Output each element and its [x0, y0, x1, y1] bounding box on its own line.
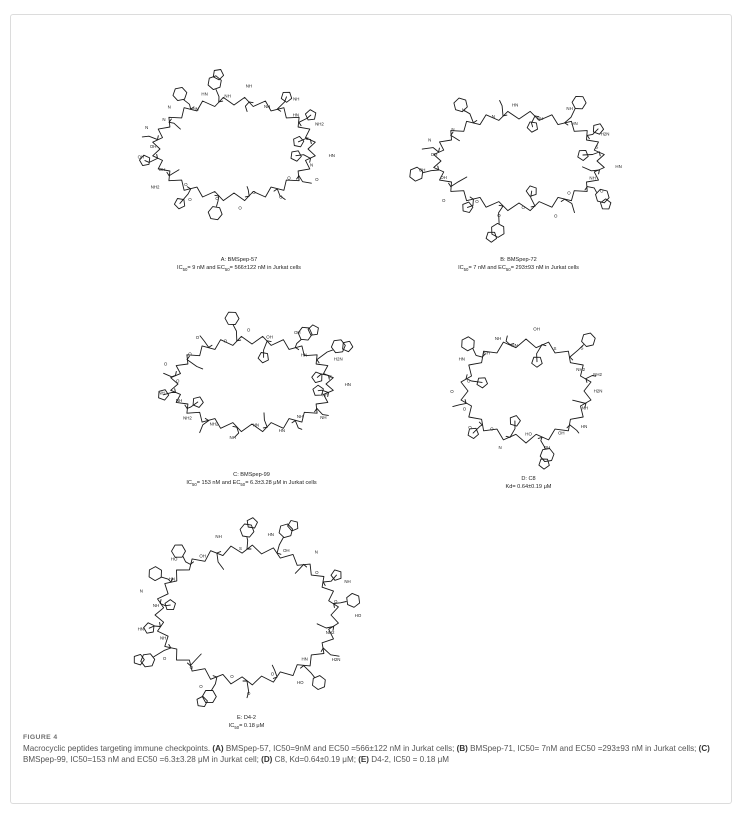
side-chain	[169, 170, 179, 176]
atom-label: HN	[511, 342, 518, 348]
side-chain	[142, 136, 157, 139]
side-chain	[216, 90, 219, 102]
backbone	[150, 97, 316, 200]
atom-label: NH	[589, 175, 596, 181]
atom-label: OH	[430, 152, 438, 158]
panel-e-name: E: D4-2	[237, 715, 256, 721]
atom-label: O	[238, 205, 242, 211]
atom-label: NH	[215, 534, 222, 539]
carbonyl-bond	[473, 121, 476, 123]
side-chain	[183, 557, 190, 565]
panel-b	[401, 51, 636, 283]
structure-e	[119, 503, 374, 713]
atom-label: O	[490, 426, 494, 432]
atom-label: N	[145, 125, 149, 130]
side-chain	[500, 101, 503, 116]
atom-label: NH2	[209, 421, 219, 427]
side-chain	[200, 421, 209, 433]
carbonyl-bond	[176, 372, 177, 376]
side-chain	[264, 413, 267, 427]
panel-d	[426, 286, 631, 500]
atom-label: O	[475, 198, 479, 204]
carbonyl-bond	[295, 347, 298, 349]
atom-label: O	[223, 338, 228, 344]
panel-a	[129, 31, 349, 283]
atom-label: O	[270, 671, 275, 677]
aromatic-ring	[347, 593, 360, 607]
atom-label: OH	[199, 553, 206, 559]
side-chain	[532, 116, 536, 127]
atom-label: HN	[512, 102, 519, 108]
panel-e	[119, 503, 374, 738]
atom-label: O	[287, 175, 291, 181]
atom-label: O	[599, 188, 604, 194]
atom-label: N	[491, 113, 495, 119]
atom-label: NH	[322, 392, 329, 398]
carbonyl-bond	[587, 135, 589, 138]
atom-label: HN	[292, 112, 300, 118]
atom-label: HN	[580, 424, 588, 430]
side-chain	[587, 129, 598, 136]
caption-tag-c: (C)	[698, 744, 710, 753]
atom-label: O	[468, 424, 472, 430]
atom-label: OH	[283, 547, 290, 553]
atom-label: N	[139, 588, 143, 594]
aromatic-ring	[492, 223, 504, 237]
carbonyl-bond	[187, 187, 190, 189]
indole-ring	[343, 341, 353, 351]
carbonyl-bond	[565, 123, 568, 125]
atom-label: NH	[296, 413, 304, 419]
atom-label: O	[462, 406, 467, 412]
carbonyl-bond	[185, 405, 187, 408]
aromatic-ring	[225, 312, 239, 324]
atom-label: N	[167, 104, 171, 110]
aromatic-ring	[149, 567, 161, 581]
atom-label: H2N	[333, 356, 343, 362]
atom-label: HN	[458, 356, 465, 362]
atom-label: NH	[320, 415, 327, 421]
atom-label: HN	[301, 656, 308, 662]
atom-label: S	[580, 345, 584, 351]
atom-label: S	[595, 144, 599, 150]
atom-label: NH	[581, 405, 589, 411]
panel-a-subtitle: $IC_{50}= 9$ nM and $EC_{50}= 566\pm 122$ nM in Jurkat cells	[177, 265, 301, 273]
atom-label: S	[305, 135, 309, 141]
atom-label: OH	[558, 430, 565, 436]
panel-d-name: D: C8	[521, 476, 536, 482]
caption-tag-e: (E)	[358, 755, 369, 765]
atom-label: O	[246, 690, 251, 696]
aromatic-ring	[572, 96, 586, 108]
atom-label: OH	[158, 167, 166, 173]
atom-label: O	[333, 599, 338, 605]
atom-label: N	[451, 127, 455, 133]
carbonyl-bond	[292, 421, 295, 423]
atom-label: H2N	[600, 131, 610, 137]
proline-ring	[477, 378, 488, 388]
atom-label: HO	[525, 431, 532, 437]
carbonyl-bond	[205, 418, 208, 420]
side-chain	[323, 648, 339, 656]
atom-label: NH2	[150, 184, 160, 190]
atom-label: HN	[301, 352, 308, 358]
atom-label: HN	[278, 428, 286, 434]
side-chain	[187, 360, 203, 369]
atom-label: O	[567, 190, 571, 196]
side-chain	[323, 575, 336, 582]
atom-label: O	[184, 182, 188, 187]
side-chain	[451, 135, 460, 140]
atom-label: OH	[294, 330, 301, 336]
carbonyl-bond	[158, 136, 159, 140]
atom-label: NH	[483, 350, 490, 356]
carbonyl-bond	[167, 172, 169, 175]
atom-label: HO	[297, 680, 304, 686]
side-chain	[304, 666, 315, 678]
side-chain	[451, 177, 467, 187]
atom-label: S	[328, 374, 332, 380]
carbonyl-bond	[217, 552, 221, 553]
indole-ring	[197, 696, 207, 706]
atom-label: O	[279, 194, 283, 200]
atom-label: NH	[566, 106, 573, 112]
caption-intro: Macrocyclic peptides targeting immune checkpoints.	[23, 744, 213, 753]
panel-c	[134, 288, 369, 500]
atom-label: NH	[494, 335, 502, 341]
caption-text-e: D4-2, IC50 = 0.18 μM	[369, 755, 450, 765]
side-chain	[299, 115, 311, 122]
side-chain	[247, 187, 249, 197]
carbonyl-bond	[542, 345, 546, 346]
atom-label: NH	[245, 83, 253, 89]
panel-b-name: B: BMSpep-72	[500, 257, 537, 263]
indole-ring	[486, 232, 497, 242]
caption-tag-d: (D)	[261, 755, 273, 765]
aromatic-ring	[173, 87, 187, 100]
atom-label: H2N	[331, 656, 341, 662]
atom-label: HN	[201, 91, 208, 97]
atom-label: NH	[264, 104, 271, 110]
atom-label: HN	[328, 153, 335, 158]
carbonyl-bond	[506, 436, 510, 437]
side-chain	[296, 155, 311, 159]
aromatic-ring	[141, 654, 155, 667]
panel-c-subtitle: $IC_{50}= 153$ nM and $EC_{50}= 6.3\pm 3.28$ μM in Jurkat cells	[186, 480, 317, 488]
atom-label: NH	[344, 579, 351, 584]
atom-label: O	[441, 198, 446, 204]
backbone	[171, 336, 334, 434]
side-chain	[295, 564, 303, 573]
side-chain	[465, 111, 474, 123]
atom-label: OH	[149, 143, 157, 149]
caption-tag-a: (A)	[212, 744, 224, 753]
panel-d-subtitle: Kd= 0.64±0.19 μM	[505, 484, 552, 490]
indole-ring	[601, 199, 611, 209]
atom-label: HN	[571, 121, 578, 127]
side-chain	[299, 176, 312, 184]
panel-e-subtitle: $IC_{50}= 0.18$ μM	[228, 723, 265, 731]
atom-label: HN	[267, 532, 274, 538]
atom-label: O	[195, 335, 200, 341]
atom-label: NH	[160, 635, 167, 641]
atom-label: NH2	[576, 367, 586, 373]
side-chain	[573, 400, 586, 403]
atom-label: O	[466, 378, 471, 384]
carbonyl-bond	[274, 189, 277, 191]
side-chain	[583, 152, 600, 155]
atom-label: NH	[158, 390, 165, 396]
structure-d	[426, 286, 631, 476]
carbonyl-bond	[213, 676, 217, 677]
atom-label: S	[239, 546, 242, 551]
atom-label: N	[428, 137, 432, 143]
proline-ring	[312, 372, 322, 383]
carbonyl-bond	[209, 345, 212, 347]
atom-label: OH	[543, 444, 551, 450]
atom-label: O	[162, 656, 167, 662]
side-chain	[570, 425, 579, 433]
atom-label: O	[246, 327, 251, 333]
side-chain	[164, 373, 176, 377]
caption-text-b: BMSpep-71, IC50= 7nM and EC50 =293±93 nM in Jurkat cells;	[467, 744, 699, 753]
structure-a	[129, 31, 349, 256]
proline-ring	[578, 150, 588, 160]
atom-label: HO	[354, 612, 362, 618]
side-chain	[149, 626, 160, 628]
aromatic-ring	[462, 337, 475, 351]
panel-c-name: C: BMSpep-99	[233, 472, 270, 478]
panel-b-subtitle: $IC_{50}= 7$ nM and $EC_{50}= 293\pm 93$ nM in Jurkat cells	[458, 265, 579, 273]
aromatic-ring	[240, 524, 254, 537]
atom-label: O	[188, 351, 192, 357]
atom-label: O	[252, 190, 256, 196]
atom-label: O	[315, 569, 319, 575]
atom-label: O	[521, 205, 525, 211]
structure-c	[134, 288, 369, 471]
atom-label: N	[310, 162, 314, 168]
side-chain	[233, 325, 237, 341]
atom-label: O	[553, 213, 558, 219]
atom-label: NH	[175, 398, 183, 403]
figure-label: FIGURE 4	[23, 734, 58, 741]
atom-label: N	[162, 116, 166, 122]
atom-label: O	[163, 361, 168, 367]
backbone	[152, 545, 338, 685]
atom-label: NH	[152, 603, 160, 609]
atom-label: S	[553, 346, 557, 351]
atom-label: O	[188, 197, 192, 202]
side-chain	[190, 654, 201, 666]
atom-label: HN	[168, 576, 176, 582]
atom-label: HN	[192, 106, 199, 112]
side-chain	[245, 102, 249, 112]
atom-label: O	[315, 177, 319, 182]
side-chain	[247, 538, 248, 550]
side-chain	[187, 402, 198, 408]
atom-label: O	[230, 673, 234, 679]
side-chain	[583, 167, 600, 171]
atom-label: OH	[440, 175, 447, 180]
atom-label: NH2	[315, 121, 324, 127]
side-chain	[587, 187, 596, 193]
backbone	[434, 111, 605, 210]
figure-caption	[23, 743, 723, 766]
atom-label: N	[461, 107, 466, 113]
carbonyl-bond	[160, 623, 161, 627]
carbonyl-bond	[301, 666, 304, 669]
side-chain	[163, 392, 175, 394]
aromatic-ring	[172, 545, 186, 557]
atom-label: O	[175, 378, 180, 384]
backbone	[458, 339, 591, 443]
atom-label: O	[215, 195, 219, 201]
caption-text-a: BMSpep-57, IC50=9nM and EC50 =566±122 nM in Jurkat cells;	[223, 744, 457, 753]
side-chain	[317, 350, 333, 360]
aromatic-ring	[279, 524, 292, 538]
carbonyl-bond	[449, 183, 451, 186]
carbonyl-bond	[160, 600, 161, 604]
atom-label: HO	[170, 556, 178, 562]
atom-label: NH	[293, 96, 300, 102]
atom-label: O	[450, 388, 454, 394]
atom-label: OH	[266, 334, 273, 340]
panel-a-name: A: BMSpep-57	[220, 257, 258, 263]
structure-b	[401, 51, 636, 257]
atom-label: NH	[224, 93, 231, 99]
atom-label: NH	[537, 115, 544, 121]
atom-label: O	[497, 212, 501, 218]
carbonyl-bond	[439, 148, 440, 152]
carbonyl-bond	[599, 170, 600, 174]
atom-label: O	[199, 684, 203, 689]
atom-label: O	[189, 664, 194, 670]
caption-text-c: BMSpep-99, IC50=153 nM and EC50 =6.3±3.28 μM in Jurkat cell;	[23, 755, 262, 765]
side-chain	[531, 191, 535, 206]
atom-label: HN	[344, 381, 351, 387]
carbonyl-bond	[277, 109, 280, 111]
atom-label: HN	[252, 422, 260, 428]
atom-label: HN	[137, 626, 144, 632]
aromatic-ring	[202, 690, 216, 702]
side-chain	[264, 341, 268, 358]
aromatic-ring	[208, 207, 222, 220]
carbonyl-bond	[299, 122, 301, 125]
atom-label: N	[498, 445, 502, 451]
side-chain	[473, 349, 482, 357]
proline-ring	[165, 600, 176, 610]
atom-label: NH2	[183, 415, 192, 421]
side-chain	[200, 336, 209, 348]
atom-label: NH	[229, 435, 236, 441]
carbonyl-bond	[470, 197, 473, 199]
atom-label: NH2	[325, 630, 335, 636]
figure-frame	[10, 14, 732, 804]
carbonyl-bond	[317, 360, 319, 363]
side-chain	[169, 122, 180, 129]
atom-label: HN	[615, 164, 622, 170]
atom-label: H2N	[593, 388, 603, 394]
atom-label: OH	[137, 154, 145, 160]
aromatic-ring	[313, 676, 326, 690]
carbonyl-bond	[323, 582, 325, 586]
side-chain	[565, 199, 575, 212]
aromatic-ring	[454, 98, 467, 112]
atom-label: OH	[418, 167, 426, 173]
atom-label: NH2	[593, 372, 602, 378]
caption-tag-b: (B)	[456, 744, 468, 753]
side-chain	[317, 624, 334, 628]
caption-text-d: C8, Kd=0.64±0.19 μM;	[272, 755, 359, 765]
carbonyl-bond	[561, 199, 564, 201]
side-chain	[145, 158, 158, 162]
atom-label: OH	[533, 326, 540, 332]
atom-label: N	[314, 549, 318, 555]
